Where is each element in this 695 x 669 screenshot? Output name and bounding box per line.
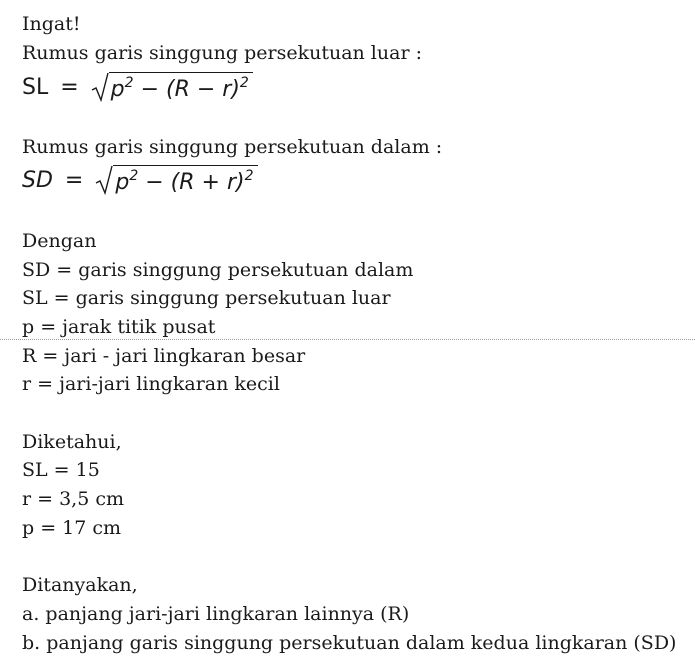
sl-p: p	[110, 77, 125, 102]
asked-item-b: b. panjang garis singgung persekutuan dalam kedua lingkaran (SD)	[22, 632, 677, 654]
sd-inner-exp: 2	[244, 168, 254, 184]
definitions-heading: Dengan	[22, 230, 97, 252]
definition-p: p = jarak titik pusat	[22, 316, 216, 338]
definition-big-r: R = jari - jari lingkaran besar	[22, 345, 306, 367]
sl-formula	[22, 72, 253, 102]
page-break-divider	[0, 339, 695, 340]
known-sl: SL = 15	[22, 459, 100, 481]
sd-inner: − (R + r)	[145, 170, 245, 195]
sd-lhs: SD	[22, 167, 53, 193]
sl-sqrt	[91, 72, 253, 102]
sl-p-exp: 2	[124, 75, 134, 91]
definition-small-r: r = jari-jari lingkaran kecil	[22, 373, 280, 395]
definition-sd: SD = garis singgung persekutuan dalam	[22, 259, 414, 281]
sd-formula	[22, 165, 258, 195]
sl-inner-exp: 2	[239, 75, 249, 91]
definition-sl: SL = garis singgung persekutuan luar	[22, 287, 391, 309]
sd-radicand	[113, 165, 257, 195]
asked-item-a: a. panjang jari-jari lingkaran lainnya (R)	[22, 603, 410, 625]
sd-p: p	[115, 170, 130, 195]
known-p: p = 17 cm	[22, 517, 122, 539]
sd-p-exp: 2	[129, 168, 139, 184]
radical-icon	[91, 72, 109, 102]
known-heading: Diketahui,	[22, 431, 122, 453]
sl-equals: =	[60, 74, 79, 100]
sd-sqrt	[95, 165, 257, 195]
sl-formula-title: Rumus garis singgung persekutuan luar :	[22, 42, 422, 64]
sd-formula-title: Rumus garis singgung persekutuan dalam :	[22, 136, 443, 158]
sl-inner: − (R − r)	[140, 77, 240, 102]
radical-icon	[95, 165, 113, 195]
known-r: r = 3,5 cm	[22, 488, 124, 510]
sd-equals: =	[64, 167, 84, 193]
asked-heading: Ditanyakan,	[22, 574, 138, 596]
sl-lhs: SL	[22, 74, 49, 100]
note-heading: Ingat!	[22, 13, 81, 35]
sl-radicand	[109, 72, 253, 102]
